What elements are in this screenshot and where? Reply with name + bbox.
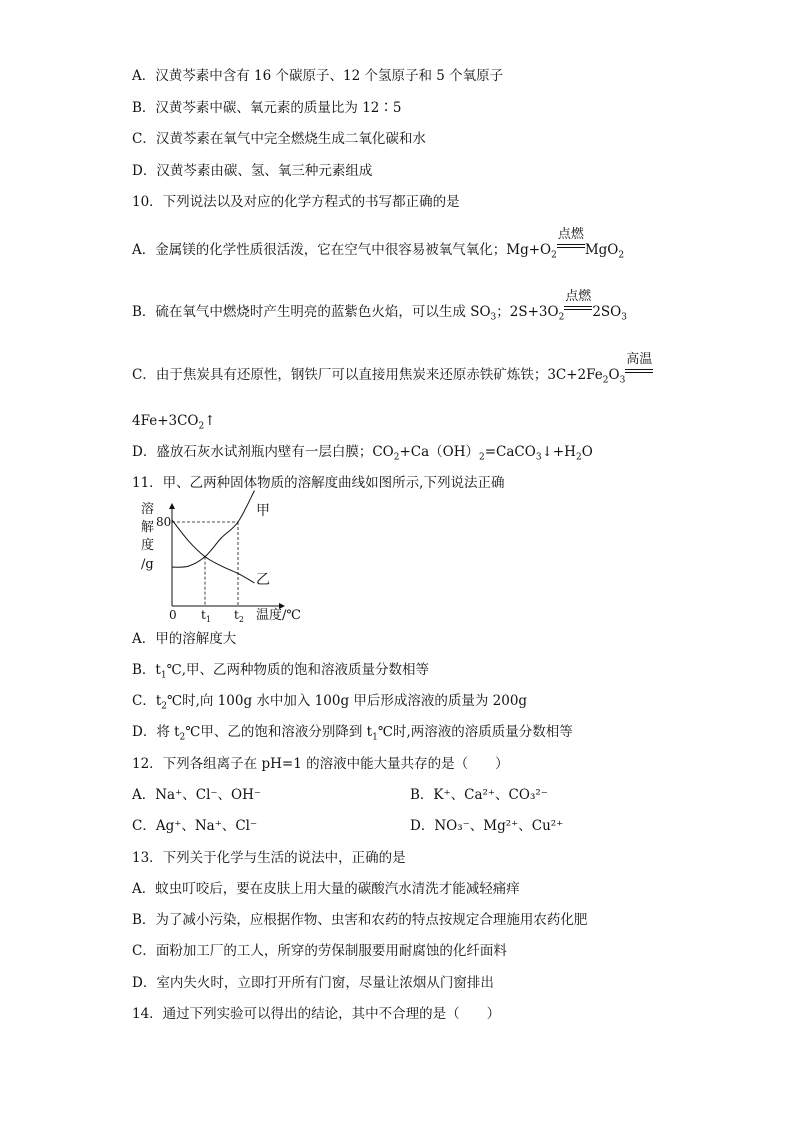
- subscript: 3: [619, 375, 626, 386]
- x-tick-t2: $t_2$: [234, 608, 244, 624]
- reaction-condition: [564, 289, 592, 316]
- condition-label: 点燃: [557, 227, 584, 242]
- formula-part: O: [581, 444, 593, 460]
- x-tick-subscript: 2: [238, 615, 244, 624]
- y-label-char: 溶: [141, 502, 155, 517]
- q10-option-d: [132, 443, 593, 467]
- text: D．将 t: [132, 724, 180, 740]
- origin-label: 0: [169, 608, 177, 622]
- y-label-char: 解: [141, 520, 155, 535]
- condition-label: 高温: [626, 352, 653, 367]
- y-label-char: 度: [141, 538, 155, 553]
- gas-arrow: ↑: [204, 413, 216, 429]
- text: ℃,甲、乙两种物质的饱和溶液质量分数相等: [166, 662, 429, 678]
- q10-option-b-text: B．硫在氧气中燃烧时产生明亮的蓝紫色火焰，可以生成 SO: [132, 304, 491, 320]
- q13-option-b: B．为了减小污染，应根据作物、虫害和农药的特点按规定合理施用农药化肥: [132, 912, 588, 928]
- formula-part: ↓+H: [541, 444, 576, 460]
- q12-option-c: C．Ag⁺、Na⁺、Cl⁻: [132, 818, 258, 834]
- product: 2SO: [592, 304, 622, 320]
- q10-option-d-text: D．盛放石灰水试剂瓶内壁有一层白膜；CO: [132, 444, 394, 460]
- text: ℃甲、乙的饱和溶液分别降到 t: [185, 724, 373, 740]
- y-axis-label: [141, 501, 154, 572]
- q13-stem: 13．下列关于化学与生活的说法中，正确的是: [132, 850, 406, 866]
- q11-option-b: [132, 661, 429, 685]
- q13-option-a: A．蚊虫叮咬后，要在皮肤上用大量的碳酸汽水清洗才能减轻痛痒: [132, 881, 520, 897]
- q10-option-b: [132, 289, 627, 327]
- q12-stem: 12．下列各组离子在 pH=1 的溶液中能大量共存的是（ ）: [132, 756, 509, 772]
- q13-option-c: C．面粉加工厂的工人，所穿的劳保制服要用耐腐蚀的化纤面料: [132, 943, 507, 959]
- subscript: 3: [490, 312, 497, 323]
- text: ℃时,向 100g 水中加入 100g 甲后形成溶液的质量为 200g: [167, 693, 528, 709]
- subscript: 2: [602, 375, 609, 386]
- curve-yi: [172, 520, 255, 583]
- q10-option-a-text: A．金属镁的化学性质很活泼，它在空气中很容易被氧气氧化；Mg+O: [132, 242, 552, 258]
- reaction-condition: [557, 227, 585, 254]
- q10-option-c-continued: [132, 412, 216, 436]
- subscript: 1: [372, 732, 378, 743]
- subscript: 1: [160, 670, 167, 681]
- subscript: 2: [198, 421, 205, 432]
- q11-option-c: [132, 692, 527, 716]
- q11-stem: 11．甲、乙两种固体物质的溶解度曲线如图所示,下列说法正确: [132, 475, 505, 491]
- subscript: 2: [179, 732, 186, 743]
- text: ℃时,两溶液的溶质质量分数相等: [377, 724, 573, 740]
- formula-part: =CaCO: [484, 444, 536, 460]
- q9-option-d: D．汉黄芩素由碳、氢、氧三种元素组成: [132, 163, 373, 179]
- y-label-char: /g: [141, 557, 154, 572]
- series-label-yi: 乙: [256, 572, 270, 588]
- x-axis-label: 温度/℃: [256, 608, 301, 623]
- x-tick-subscript: 1: [205, 615, 211, 624]
- subscript: 2: [618, 250, 625, 261]
- x-tick-t1: $t_1$: [201, 608, 211, 624]
- formula-part: O: [608, 367, 620, 383]
- subscript: 3: [621, 312, 627, 323]
- subscript: 2: [558, 312, 565, 323]
- product: MgO: [584, 242, 619, 258]
- condition-label: 点燃: [565, 289, 592, 304]
- y-tick-80: 80: [156, 515, 172, 529]
- q9-option-a: A．汉黄芩素中含有 16 个碳原子、12 个氢原子和 5 个氧原子: [132, 68, 504, 84]
- subscript: 2: [575, 452, 582, 463]
- q10-option-c: [132, 352, 653, 390]
- q13-option-d: D．室内失火时，立即打开所有门窗，尽量让浓烟从门窗排出: [132, 975, 494, 991]
- solubility-chart: [136, 498, 301, 624]
- q11-option-a: A．甲的溶解度大: [132, 631, 237, 647]
- q12-option-b: B．K⁺、Ca²⁺、CO₃²⁻: [410, 787, 548, 803]
- subscript: 3: [535, 452, 542, 463]
- subscript: 2: [393, 452, 400, 463]
- subscript: 2: [479, 452, 485, 463]
- q12-option-a: A．Na⁺、Cl⁻、OH⁻: [132, 787, 261, 803]
- q9-option-b: B．汉黄芩素中碳、氧元素的质量比为 12∶5: [132, 100, 402, 116]
- curves: [172, 491, 255, 583]
- q12-option-d: D．NO₃⁻、Mg²⁺、Cu²⁺: [410, 818, 564, 834]
- q14-stem: 14．通过下列实验可以得出的结论，其中不合理的是（ ）: [132, 1006, 501, 1022]
- equation: ；2S+3O: [496, 304, 559, 320]
- text: C．t: [132, 693, 162, 709]
- q9-option-c: C．汉黄芩素在氧气中完全燃烧生成二氧化碳和水: [132, 131, 426, 147]
- guide-lines: [172, 522, 238, 606]
- q10-stem: 10．下列说法以及对应的化学方程式的书写都正确的是: [132, 194, 460, 210]
- subscript: 2: [551, 250, 557, 261]
- q11-option-d: [132, 723, 573, 747]
- series-label-jia: 甲: [256, 503, 270, 519]
- product: 4Fe+3CO: [132, 413, 199, 429]
- subscript: 2: [161, 701, 167, 712]
- reaction-condition: [625, 352, 653, 379]
- curve-jia: [172, 491, 255, 568]
- formula-part: +Ca（OH）: [399, 444, 479, 460]
- text: B．t: [132, 662, 161, 678]
- q10-option-a: [132, 227, 625, 265]
- q10-option-c-text: C．由于焦炭具有还原性，钢铁厂可以直接用焦炭来还原赤铁矿炼铁；3C+2Fe: [132, 367, 603, 383]
